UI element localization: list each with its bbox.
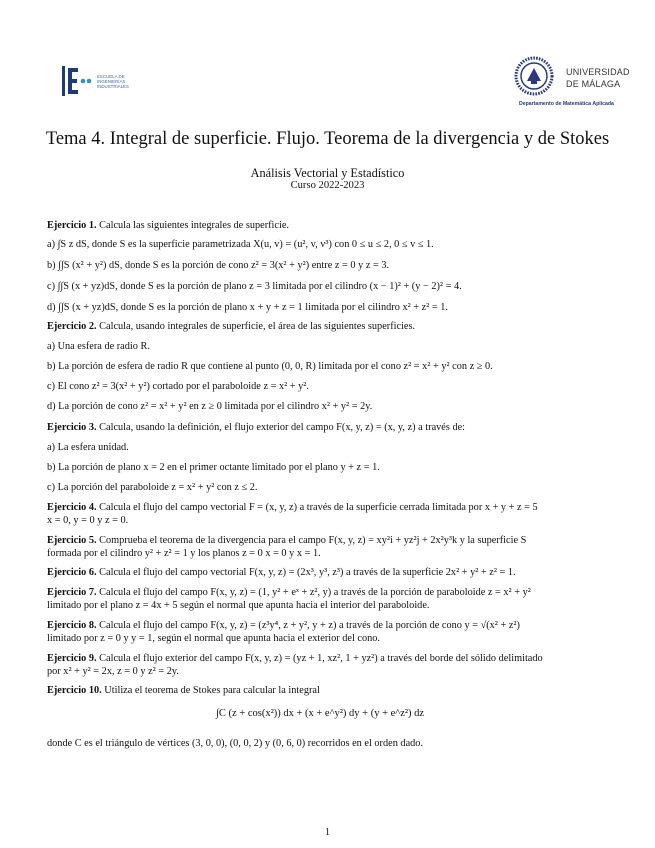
exercise-4-line2: x = 0, y = 0 y z = 0. [47, 515, 129, 526]
exercise-3a: a) La esfera unidad. [47, 442, 129, 453]
exercise-3c: c) La porción del paraboloide z = x² + y² con z ≤ 2. [47, 482, 258, 493]
exercise-2-header: Ejercicio 2. Calcula, usando integrales de superficie, el área de las siguientes superficies. [47, 321, 416, 332]
subtitle: Análisis Vectorial y Estadístico [250, 166, 405, 180]
exercise-1a: a) ∫S z dS, donde S es la superficie parametrizada X(u, v) = (u², v, v³) con 0 ≤ u ≤ 2, 0 ≤ v ≤ 1. [47, 239, 434, 250]
exercise-1d: d) ∫∫S (x + yz)dS, donde S es la porción de plano x + y + z = 1 limitada por el cilindro x² + z² = 1. [47, 302, 448, 313]
university-name: UNIVERSIDAD DE MÁLAGA [566, 67, 630, 89]
exercise-7-line1: Ejercicio 7. Calcula el flujo del campo F(x, y, z) = (1, y² + eˣ + z², y) a través de la porción de paraboloide z = x² + y² [47, 587, 531, 598]
exercise-5-line2: formada por el cilindro y² + z² = 1 y los planos z = 0 x = 0 y x = 1. [47, 548, 321, 559]
university-emblem-icon [514, 56, 554, 96]
exercise-9-line1: Ejercicio 9. Calcula el flujo exterior del campo F(x, y, z) = (yz + 1, xz², 1 + yz²) a través del borde del sólido delimitado [47, 653, 543, 664]
exercise-1b: b) ∫∫S (x² + y²) dS, donde S es la porción de cono z² = 3(x² + y²) entre z = 0 y z = 3. [47, 260, 390, 271]
department-name: Departamento de Matemática Aplicada [519, 101, 614, 107]
exercise-1-header: Ejercicio 1. Calcula las siguientes integrales de superficie. [47, 220, 289, 231]
exercise-4-line1: Ejercicio 4. Calcula el flujo del campo vectorial F = (x, y, z) a través de la superficie cerrada limitada por x + y + z = 5 [47, 502, 538, 513]
exercise-2b: b) La porción de esfera de radio R que contiene al punto (0, 0, R) limitada por el cono z² = x² + y² con z ≥ 0. [47, 361, 493, 372]
exercise-1c: c) ∫∫S (x + yz)dS, donde S es la porción de plano z = 3 limitada por el cilindro (x − 1)² + (y − 2)² = 4. [47, 281, 462, 292]
course: Curso 2022-2023 [290, 180, 365, 191]
exercise-10-header: Ejercicio 10. Utiliza el teorema de Stokes para calcular la integral [47, 685, 320, 696]
page-header [0, 0, 655, 120]
school-logo-text: ESCUELA DE INGENIERÍAS INDUSTRIALES [97, 74, 129, 89]
exercise-8-line2: limitado por z = 0 y y = 1, según el normal que apunta hacia el exterior del cono. [47, 633, 381, 644]
exercise-8-line1: Ejercicio 8. Calcula el flujo del campo F(x, y, z) = (z³y⁴, z + y², y + z) a través de la porción de cono y = √(x² + z²) [47, 620, 520, 631]
exercise-5-line1: Ejercicio 5. Comprueba el teorema de la divergencia para el campo F(x, y, z) = xy²i + yz²j + 2x²y³k y la superficie S [47, 535, 527, 546]
exercise-2a: a) Una esfera de radio R. [47, 341, 150, 352]
exercise-2d: d) La porción de cono z² = x² + y² en z ≥ 0 limitada por el cilindro x² + y² = 2y. [47, 401, 373, 412]
exercise-10-integral: ∫C (z + cos(x²)) dx + (x + e^y²) dy + (y + e^z²) dz [216, 708, 425, 719]
page-title: Tema 4. Integral de superficie. Flujo. Teorema de la divergencia y de Stokes [45, 129, 610, 149]
exercise-10-after: donde C es el triángulo de vértices (3, 0, 0), (0, 0, 2) y (0, 6, 0) recorridos en el orden dado. [47, 738, 424, 749]
exercise-3-header: Ejercicio 3. Calcula, usando la definición, el flujo exterior del campo F(x, y, z) = (x, y, z) a través de: [47, 422, 466, 433]
exercise-7-line2: limitado por el plano z = 4x + 5 según el normal que apunta hacia el interior del paraboloide. [47, 600, 430, 611]
exercise-6-line1: Ejercicio 6. Calcula el flujo del campo vectorial F(x, y, z) = (2x³, y³, z³) a través de la superficie 2x² + y² + z² = 1. [47, 567, 516, 578]
page-number: 1 [325, 827, 330, 838]
exercise-9-line2: por x² + y² = 2x, z = 0 y z² = 2y. [47, 666, 179, 677]
exercise-3b: b) La porción de plano x = 2 en el primer octante limitado por el plano y + z = 1. [47, 462, 380, 473]
exercise-2c: c) El cono z² = 3(x² + y²) cortado por el paraboloide z = x² + y². [47, 381, 309, 392]
